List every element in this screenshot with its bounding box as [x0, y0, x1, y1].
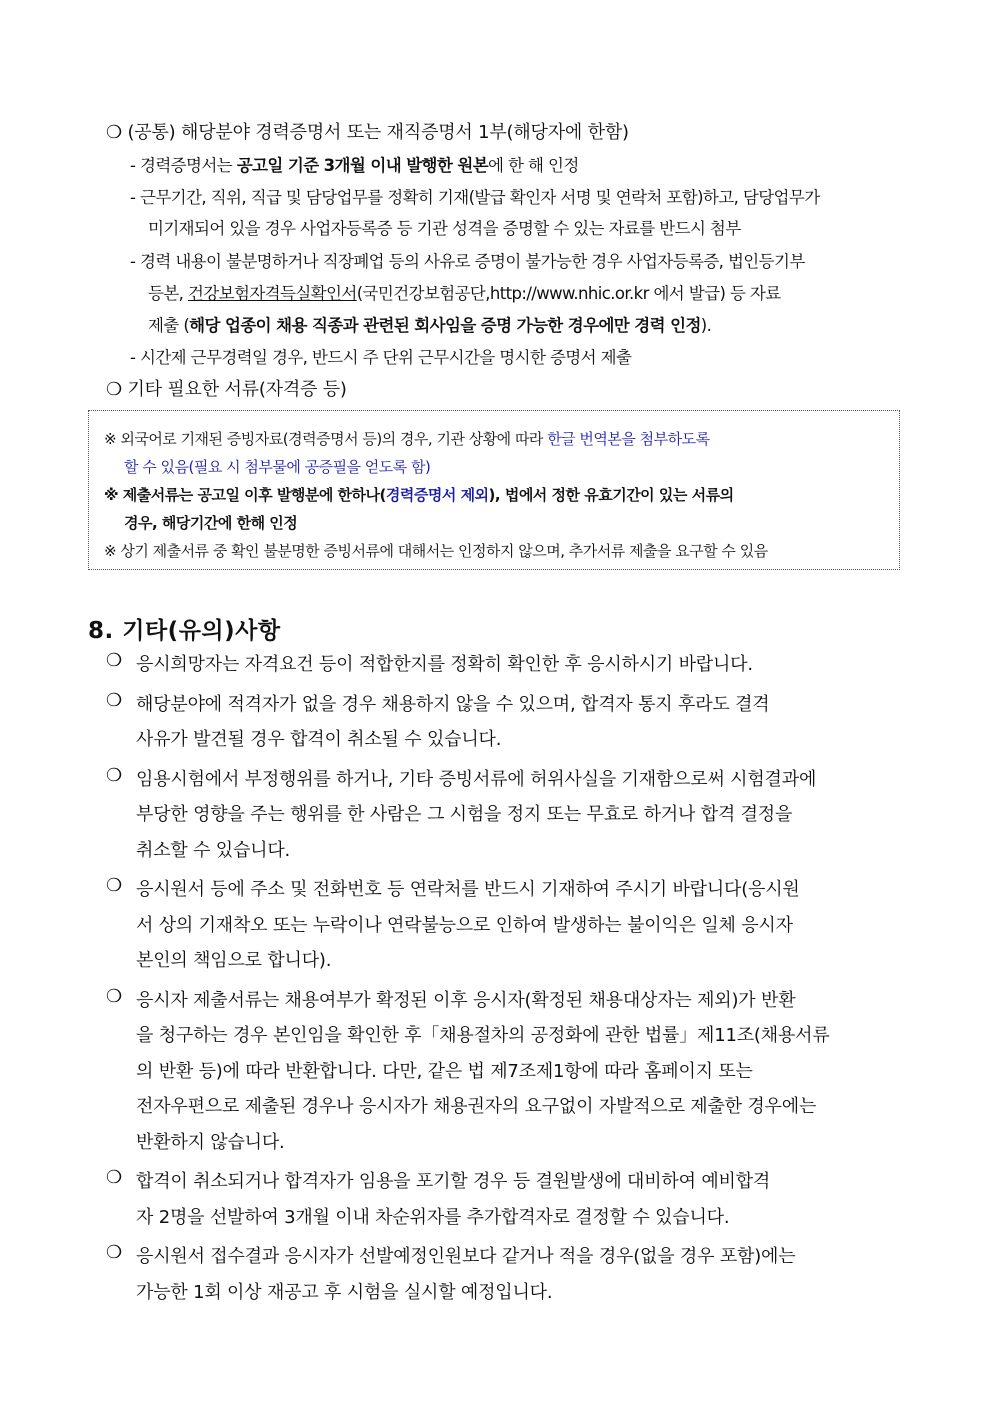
circle-bullet-icon: ❍: [106, 1242, 122, 1263]
section-8-item-line: 을 청구하는 경우 본인임을 확인한 후「채용절차의 공정화에 관한 법률」제11조(채용서류: [136, 1025, 830, 1046]
note-text: ※ 상기 제출서류 중 확인 불분명한 증빙서류에 대해서는 인정하지 않으며, 추가서류 제출을 요구할 수 있음: [104, 542, 768, 560]
sub-text-bold: 해당 업종이 채용 직종과 관련된 회사임을 증명 가능한 경우에만 경력 인정: [189, 316, 701, 335]
section-8-item-line: 의 반환 등)에 따라 반환합니다. 다만, 같은 법 제7조제1항에 따라 홈페이지 또는: [136, 1060, 753, 1082]
note-text-bold: 경우, 해당기간에 한해 인정: [124, 514, 298, 532]
circle-bullet-icon: ❍: [106, 689, 122, 711]
section-8-item-line: 응시희망자는 자격요건 등이 적합한지를 정확히 확인한 후 응시하시기 바랍니다.: [136, 654, 753, 675]
section-8-item-line: 취소할 수 있습니다.: [136, 839, 291, 861]
section-8-item-line: 합격이 취소되거나 합격자가 임용을 포기할 경우 등 결원발생에 대비하여 예비합격: [136, 1171, 771, 1192]
sub-item-work-period-l1: [130, 184, 820, 208]
sub-text: - 시간제 근무경력일 경우, 반드시 주 단위 근무시간을 명시한 증명서 제출: [130, 348, 632, 367]
section-8-item-line: 반환하지 않습니다.: [136, 1131, 285, 1153]
sub-item-work-period-l2: [148, 215, 741, 239]
sub-text: - 근무기간, 직위, 직급 및 담당업무를 정확히 기재(발급 확인자 서명 및 연락처 포함)하고, 담당업무가: [130, 188, 820, 207]
sub-text: 제출 (: [148, 316, 190, 335]
note-text: ※ 외국어로 기재된 증빙자료(경력증명서 등)의 경우, 기관 상황에 따라: [104, 430, 548, 448]
sub-text: - 경력 내용이 불분명하거나 직장폐업 등의 사유로 증명이 불가능한 경우 사업자등록증, 법인등기부: [130, 252, 805, 271]
sub-item-career-cert: [130, 152, 579, 176]
note-3: [104, 540, 768, 561]
section-8-item-line: 자 2명을 선발하여 3개월 이내 차순위자를 추가합격자로 결정할 수 있습니다.: [136, 1206, 730, 1228]
circle-bullet-icon: ❍: [106, 122, 122, 143]
sub-text: (국민건강보험공단,http://www.nhic.or.kr 에서 발급) 등 자료: [356, 284, 781, 303]
note-2-l1: [104, 484, 734, 505]
note-text-blue: 한글 번역본을 첨부하도록: [547, 430, 710, 448]
section-8-item-line: 부당한 영향을 주는 행위를 한 사람은 그 시험을 정지 또는 무효로 하거나 합격 결정을: [136, 804, 793, 825]
note-text-blue: 경력증명서 제외: [385, 486, 489, 504]
circle-bullet-icon: ❍: [106, 379, 122, 400]
bullet-text: 기타 필요한 서류(자격증 등): [127, 379, 347, 400]
section-8-title: 8. 기타(유의)사항: [88, 618, 281, 644]
section-8-item-line: 사유가 발견될 경우 합격이 취소될 수 있습니다.: [136, 729, 502, 750]
section-8-item-line: 전자우편으로 제출된 경우나 응시자가 채용권자의 요구없이 자발적으로 제출한 경우에는: [136, 1096, 817, 1117]
section-8-item-line: 본인의 책임으로 합니다).: [136, 950, 332, 971]
note-text-bold: ※ 제출서류는 공고일 이후 발행분에 한하나(: [104, 486, 386, 504]
section-8-item-line: 응시자 제출서류는 채용여부가 확정된 이후 응시자(확정된 채용대상자는 제외)가 반환: [136, 989, 796, 1011]
sub-text-bold: 공고일 기준 3개월 이내 발행한 원본: [236, 156, 489, 175]
note-1-l1: [104, 428, 710, 449]
sub-item-part-time: [130, 344, 631, 368]
note-text-blue: 할 수 있음(필요 시 첨부물에 공증필을 얻도록 함): [124, 458, 431, 476]
section-8-item-line: 서 상의 기재착오 또는 누락이나 연락불능으로 인하여 발생하는 불이익은 일체 응시자: [136, 914, 793, 936]
sub-text: ).: [700, 316, 712, 335]
circle-bullet-icon: ❍: [106, 650, 122, 671]
note-text-bold: ), 법에서 정한 유효기간이 있는 서류의: [488, 486, 734, 504]
section-8-item-line: 임용시험에서 부정행위를 하거나, 기타 증빙서류에 허위사실을 기재함으로써 시험결과에: [136, 768, 817, 790]
sub-text: 미기재되어 있을 경우 사업자등록증 등 기관 성격을 증명할 수 있는 자료를 반드시 첨부: [148, 219, 741, 238]
section-8-item-line: 해당분야에 적격자가 없을 경우 채용하지 않을 수 있으며, 합격자 통지 후라도 결격: [136, 693, 770, 715]
bullet-other-docs: [106, 375, 347, 401]
section-8-item-line: 가능한 1회 이상 재공고 후 시험을 실시할 예정입니다.: [136, 1281, 553, 1303]
section-8-item-line: 응시원서 접수결과 응시자가 선발예정인원보다 같거나 적을 경우(없을 경우 포함)에는: [136, 1246, 796, 1267]
circle-bullet-icon: ❍: [106, 985, 122, 1007]
sub-item-unclear-career-l2: [148, 280, 781, 304]
note-1-l2: [124, 456, 430, 477]
circle-bullet-icon: ❍: [106, 764, 122, 786]
sub-item-unclear-career-l3: [148, 312, 711, 336]
bullet-common-docs: [106, 118, 629, 144]
sub-text: 에 한 해 인정: [488, 156, 579, 175]
sub-text: - 경력증명서는: [130, 156, 237, 175]
note-2-l2: [124, 512, 297, 533]
section-8-item-line: 응시원서 등에 주소 및 전화번호 등 연락처를 반드시 기재하여 주시기 바랍니다(응시원: [136, 879, 800, 900]
sub-text: 등본,: [148, 284, 188, 303]
bullet-text: (공통) 해당분야 경력증명서 또는 재직증명서 1부(해당자에 한함): [127, 122, 629, 143]
sub-item-unclear-career-l1: [130, 248, 805, 272]
sub-text-underlined: 건강보험자격득실확인서: [187, 284, 357, 303]
circle-bullet-icon: ❍: [106, 1167, 122, 1188]
circle-bullet-icon: ❍: [106, 875, 122, 896]
